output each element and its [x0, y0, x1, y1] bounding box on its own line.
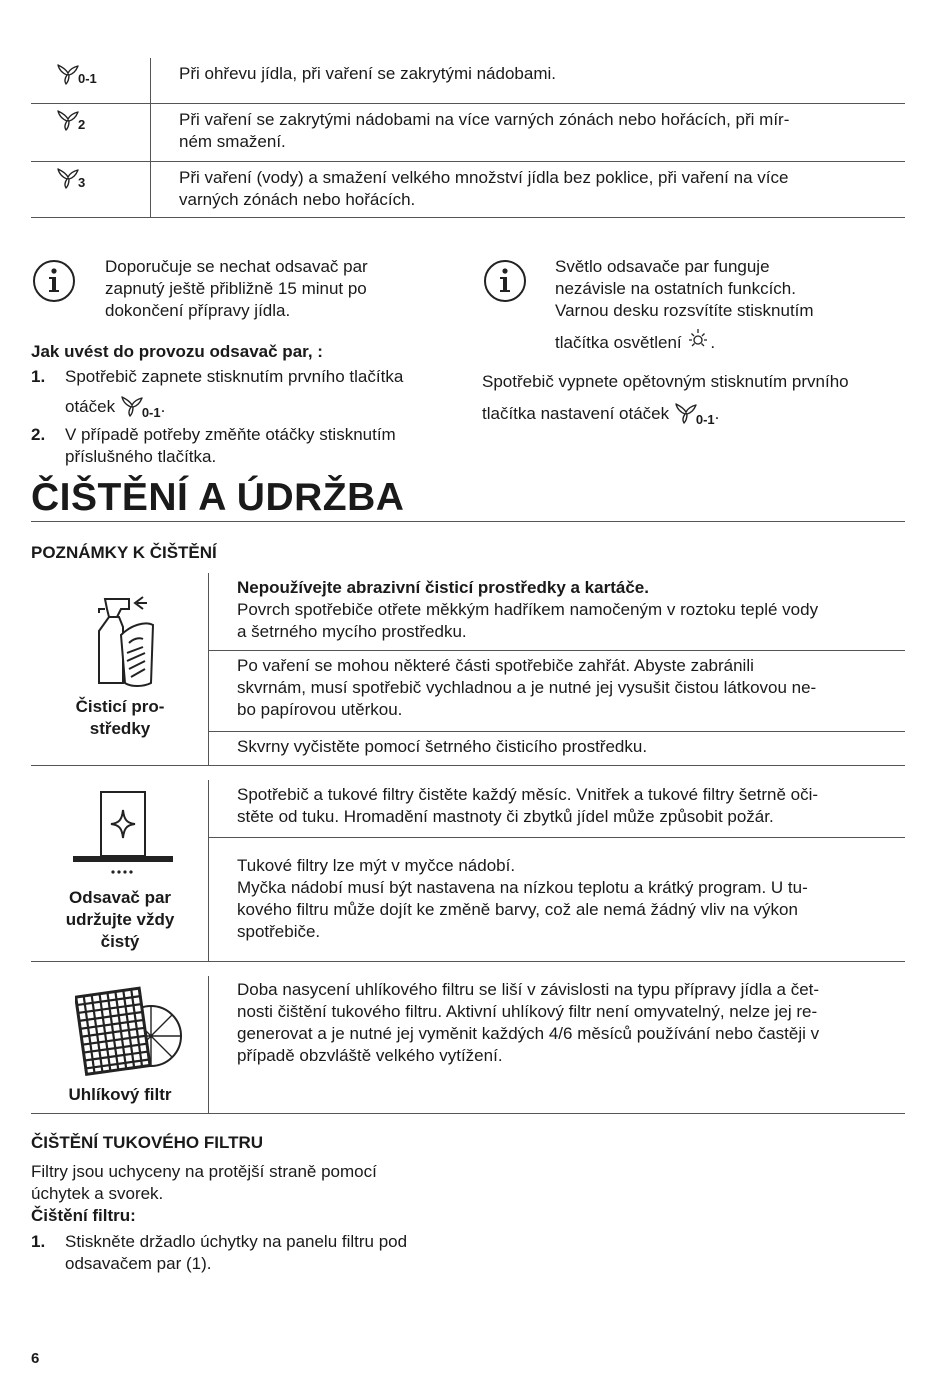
cleaning-note-cell — [209, 976, 905, 1075]
speed-description: Při vaření (vody) a smažení velkého množství jídla bez poklice, při vaření na více varných zónách nebo hořácích. — [179, 168, 789, 209]
speed-description: Při vaření se zakrytými nádobami na více varných zónách nebo hořácích, při mír- ném smažení. — [179, 110, 790, 151]
carbon-filter-icon — [75, 986, 185, 1078]
switch-off-note — [482, 371, 912, 431]
filter-step-1 — [31, 1231, 471, 1275]
fan-speed-icon: 0-1 — [56, 62, 97, 90]
cleaning-note-text: Doba nasycení uhlíkového filtru se liší v závislosti na typu přípravy jídla a čet- nosti čištění tukového filtru. Aktivní uhlíkový filtr není omyvatelný, nelze jej re- generovat a je nutné jej vyměnit každých 4/6 měsíců používání nebo častěji v případě obzvláště velkého vytížení. — [237, 980, 820, 1065]
speed-icon-cell — [31, 104, 151, 161]
cleaning-note-text: Povrch spotřebiče otřete měkkým hadříkem namočeným v roztoku teplé vody a šetrného mycího prostředku. — [237, 600, 819, 641]
cleaning-notes-heading: POZNÁMKY K ČIŠTĚNÍ — [31, 543, 217, 562]
info-note-left — [31, 256, 451, 322]
operation-step-2 — [31, 424, 461, 468]
cleaning-note-text: Tukové filtry lze mýt v myčce nádobí. Myčka nádobí musí být nastavena na nízkou teplotu a krátký program. U tu- kového filtru může dojít ke změně barvy, což ale nemá žádný vliv na výkon spotřebiče. — [237, 856, 808, 941]
speed-row-0-1 — [31, 58, 905, 104]
cleaning-note-cell — [209, 650, 905, 731]
cleaning-note-text: Po vaření se mohou některé části spotřebiče zahřát. Abyste zabránili skvrnám, musí spotřebič vychladnou a je nutné jej vysušit čistou látkovou ne- bo papírovou utěrkou. — [237, 656, 817, 719]
hood-sparkle-icon — [63, 788, 183, 878]
speed-icon-cell — [31, 58, 151, 103]
step-text: V případě potřeby změňte otáčky stisknutím příslušného tlačítka. — [65, 425, 396, 466]
grease-filter-heading: ČIŠTĚNÍ TUKOVÉHO FILTRU — [31, 1133, 264, 1152]
info-text-end: tlačítka osvětlení — [555, 333, 682, 352]
cleaning-group-label — [31, 573, 209, 765]
speed-row-2 — [31, 104, 905, 162]
step-number: 2. — [31, 425, 46, 444]
filter-cleaning-subheading: Čištění filtru: — [31, 1206, 136, 1225]
punctuation: . — [714, 404, 720, 423]
cleaning-group-content — [209, 976, 905, 1075]
speed-icon-cell — [31, 162, 151, 217]
spray-bottle-cloth-icon — [91, 591, 177, 695]
operation-step-1 — [31, 366, 461, 424]
fan-speed-icon: 3 — [56, 166, 85, 194]
info-icon — [482, 258, 528, 304]
cleaning-group-caption: Čisticí pro- středky — [75, 697, 165, 738]
cleaning-group-carbon-filter — [31, 976, 905, 1114]
cleaning-note-text: Skvrny vyčistěte pomocí šetrného čisticího prostředku. — [237, 737, 648, 756]
divider — [31, 521, 905, 522]
cleaning-group-label — [31, 976, 209, 1113]
info-note-right — [482, 256, 902, 354]
cleaning-note-cell — [209, 837, 905, 962]
speed-row-3 — [31, 162, 905, 218]
fan-speed-icon: 0-1 — [674, 404, 715, 423]
step-text: Stiskněte držadlo úchytky na panelu filtru pod odsavačem par (1). — [65, 1232, 408, 1273]
fan-speed-icon: 2 — [56, 108, 85, 136]
cleaning-group-caption: Uhlíkový filtr — [68, 1085, 172, 1104]
cleaning-group-content — [209, 573, 905, 766]
step-number: 1. — [31, 367, 46, 386]
step-text: otáček — [65, 397, 116, 416]
info-text: Doporučuje se nechat odsavač par zapnutý ještě přibližně 15 minut po dokončení přípravy jídla. — [105, 257, 368, 320]
cleaning-note-cell — [209, 731, 905, 766]
grease-filter-section — [31, 1132, 471, 1275]
cleaning-group-label — [31, 780, 209, 961]
info-text: Světlo odsavače par funguje nezávisle na ostatních funkcích. Varnou desku rozsvítíte stisknutím — [555, 257, 814, 320]
punctuation: . — [160, 397, 166, 416]
step-number: 1. — [31, 1232, 46, 1251]
cleaning-note-bold: Nepoužívejte abrazivní čisticí prostředky a kartáče. — [237, 578, 649, 597]
cleaning-group-agents — [31, 573, 905, 766]
light-icon — [686, 326, 710, 350]
cleaning-group-content — [209, 780, 905, 962]
fan-speed-table — [31, 58, 905, 218]
operation-heading: Jak uvést do provozu odsavač par, : — [31, 342, 323, 361]
switch-off-text: Spotřebič vypnete opětovným stisknutím prvního — [482, 372, 849, 391]
operation-section — [31, 341, 461, 468]
punctuation: . — [710, 333, 716, 352]
cleaning-group-hood — [31, 780, 905, 962]
cleaning-note-text: Spotřebič a tukové filtry čistěte každý měsíc. Vnitřek a tukové filtry šetrně oči- stěte od tuku. Hromadění mastnoty či zbytků jídel může způsobit požár. — [237, 785, 819, 826]
cleaning-note-cell — [209, 780, 905, 837]
fan-speed-icon: 0-1 — [120, 397, 161, 416]
cleaning-group-caption: Odsavač par udržujte vždy čistý — [65, 888, 175, 951]
cleaning-note-cell — [209, 573, 905, 650]
grease-filter-intro: Filtry jsou uchyceny na protější straně pomocí úchytek a svorek. — [31, 1162, 377, 1203]
switch-off-text: tlačítka nastavení otáček — [482, 404, 670, 423]
step-text: Spotřebič zapnete stisknutím prvního tlačítka — [65, 367, 404, 386]
info-icon — [31, 258, 77, 304]
section-title: ČIŠTĚNÍ A ÚDRŽBA — [31, 476, 405, 519]
speed-description: Při ohřevu jídla, při vaření se zakrytými nádobami. — [179, 64, 556, 83]
page-number: 6 — [31, 1350, 40, 1367]
